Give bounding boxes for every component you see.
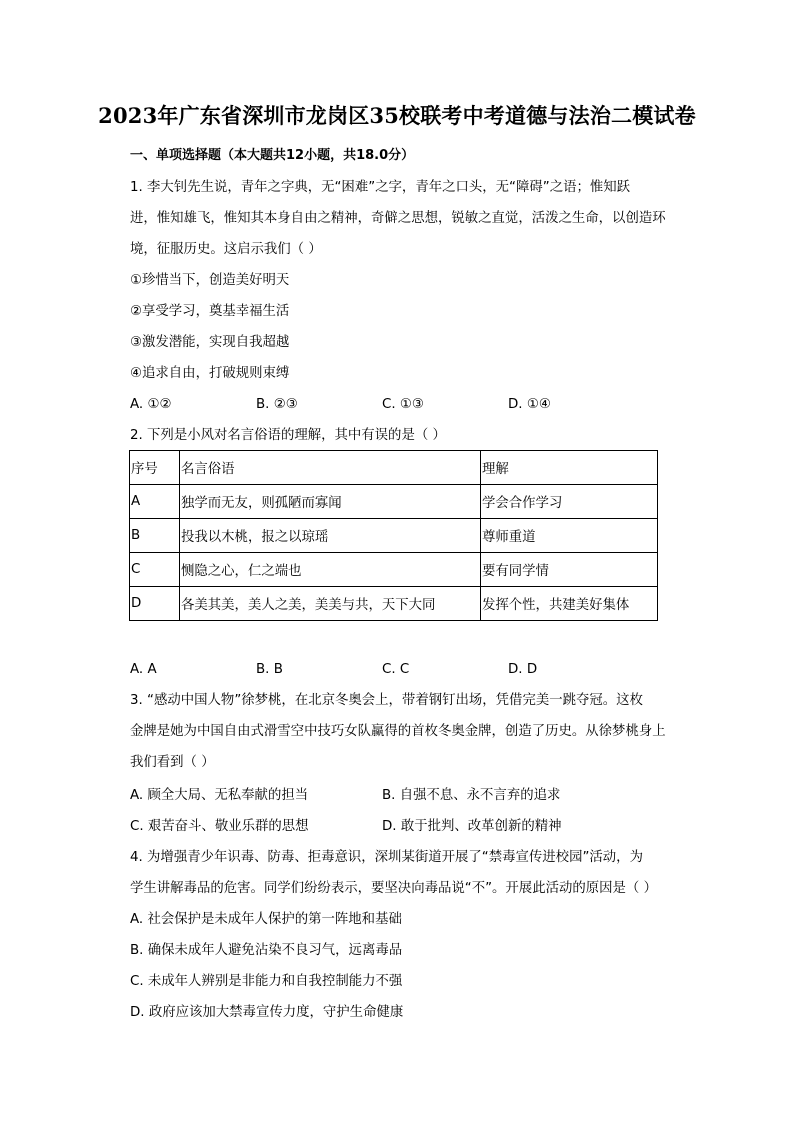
table-cell: B	[130, 519, 180, 553]
q1-option-b: B. ②③	[256, 397, 298, 412]
table-cell: A	[130, 485, 180, 519]
q3-stem-line: 我们看到（ ）	[130, 755, 215, 770]
q3-option-c: C. 艰苦奋斗、敬业乐群的思想	[130, 819, 309, 834]
q4-option-c: C. 未成年人辨别是非能力和自我控制能力不强	[130, 974, 403, 989]
q1-item: ③激发潜能，实现自我超越	[130, 335, 290, 350]
q2-option-b: B. B	[256, 662, 283, 677]
q4-stem-line: 4. 为增强青少年识毒、防毒、拒毒意识，深圳某街道开展了“禁毒宣传进校园”活动，为	[130, 850, 643, 865]
table-cell: 发挥个性，共建美好集体	[481, 587, 658, 621]
q2-option-a: A. A	[130, 662, 157, 677]
table-cell: 投我以木桃，报之以琼瑶	[180, 519, 481, 553]
table-header-cell: 理解	[481, 451, 658, 485]
q4-option-b: B. 确保未成年人避免沾染不良习气，远离毒品	[130, 943, 403, 958]
q1-option-d: D. ①④	[508, 397, 551, 412]
table-cell: 恻隐之心，仁之端也	[180, 553, 481, 587]
table-cell: 尊师重道	[481, 519, 658, 553]
table-cell: 学会合作学习	[481, 485, 658, 519]
q1-option-c: C. ①③	[382, 397, 424, 412]
table-cell: 要有同学情	[481, 553, 658, 587]
q2-stem: 2. 下列是小风对名言俗语的理解，其中有误的是（ ）	[130, 428, 446, 443]
table-header-row	[130, 451, 658, 485]
q1-stem-line: 进，惟知雄飞，惟知其本身自由之精神，奇僻之思想，锐敏之直觉，活泼之生命，以创造环	[130, 211, 666, 226]
page-title: 2023年广东省深圳市龙岗区35校联考中考道德与法治二模试卷	[98, 103, 696, 128]
table-row	[130, 553, 658, 587]
q1-stem-line: 1. 李大钊先生说，青年之字典，无“困难”之字，青年之口头，无“障碍”之语；惟知跃	[130, 180, 631, 195]
section-heading: 一、单项选择题（本大题共12小题，共18.0分）	[130, 148, 415, 163]
table-row	[130, 485, 658, 519]
table-header-cell: 名言俗语	[180, 451, 481, 485]
table-cell: 各美其美，美人之美，美美与共，天下大同	[180, 587, 481, 621]
table-cell: 独学而无友，则孤陋而寡闻	[180, 485, 481, 519]
table-cell: D	[130, 587, 180, 621]
q1-item: ②享受学习，奠基幸福生活	[130, 304, 290, 319]
q3-option-b: B. 自强不息、永不言弃的追求	[382, 788, 561, 803]
q4-stem-line: 学生讲解毒品的危害。同学们纷纷表示，要坚决向毒品说“不”。开展此活动的原因是（ ）	[130, 881, 657, 896]
q3-stem-line: 3. “感动中国人物”徐梦桃，在北京冬奥会上，带着钢钉出场，凭借完美一跳夺冠。这枚	[130, 693, 643, 708]
q2-option-c: C. C	[382, 662, 410, 677]
q1-option-a: A. ①②	[130, 397, 172, 412]
table-cell: C	[130, 553, 180, 587]
q3-option-d: D. 敢于批判、改革创新的精神	[382, 819, 562, 834]
q1-item: ①珍惜当下，创造美好明天	[130, 273, 290, 288]
q1-item: ④追求自由，打破规则束缚	[130, 366, 290, 381]
table-row	[130, 587, 658, 621]
q3-option-a: A. 顾全大局、无私奉献的担当	[130, 788, 309, 803]
q4-option-d: D. 政府应该加大禁毒宣传力度，守护生命健康	[130, 1005, 404, 1020]
q4-option-a: A. 社会保护是未成年人保护的第一阵地和基础	[130, 912, 402, 927]
q1-stem-line: 境，征服历史。这启示我们（ ）	[130, 242, 322, 257]
q2-table	[129, 450, 658, 621]
q2-option-d: D. D	[508, 662, 538, 677]
table-header-cell: 序号	[130, 451, 180, 485]
table-row	[130, 519, 658, 553]
q3-stem-line: 金牌是她为中国自由式滑雪空中技巧女队赢得的首枚冬奥金牌，创造了历史。从徐梦桃身上	[130, 724, 666, 739]
